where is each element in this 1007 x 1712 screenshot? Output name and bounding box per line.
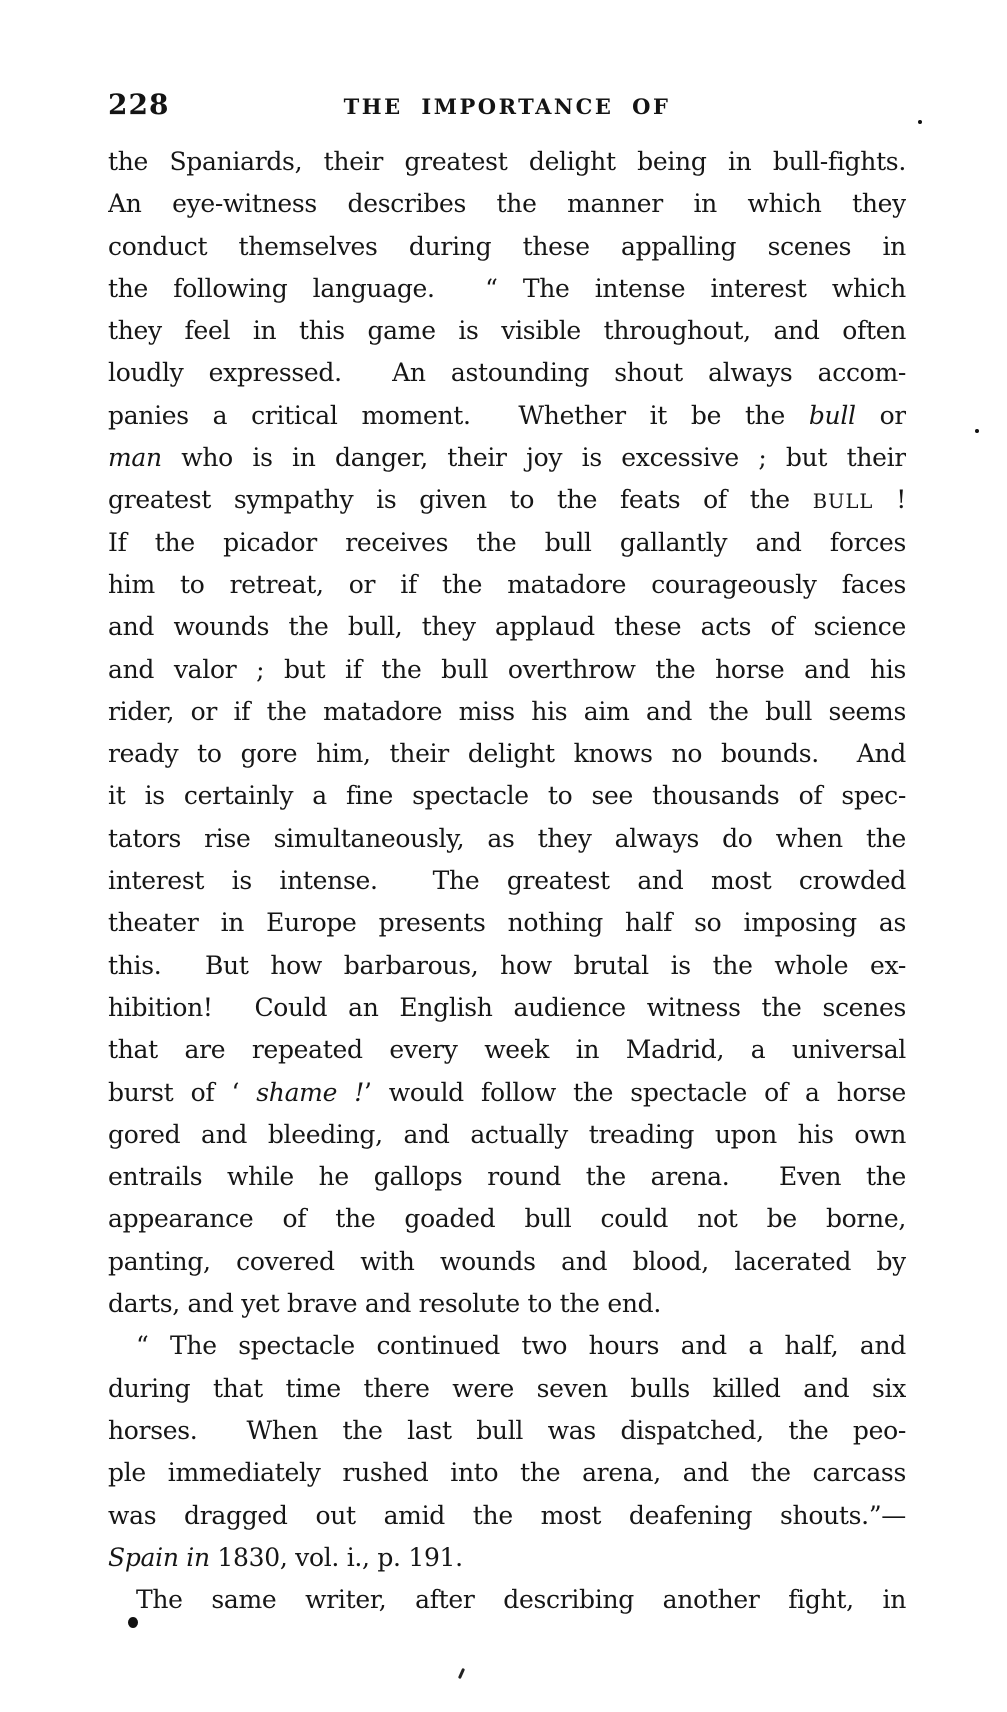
text-line [108,1579,906,1621]
text-line [108,860,906,902]
text-line [108,310,906,352]
text-line [108,1283,906,1325]
body-text-segment: this. But how barbarous, how brutal is the whole ex- [108,950,906,980]
body-text-segment: The same writer, after describing another fight, in [136,1585,906,1615]
ink-speck [128,1617,138,1628]
text-line [108,1029,906,1071]
body-text-segment: theater in Europe presents nothing half so imposing as [108,908,906,938]
page-number: 228 [108,88,170,121]
body-text-segment: ready to gore him, their delight knows no bounds. And [108,739,906,769]
italic-text: man [108,443,162,473]
text-line [108,1368,906,1410]
text-line [108,1325,906,1367]
body-text-segment: tators rise simultaneously, as they always do when the [108,823,906,853]
body-text-segment: hibition! Could an English audience witness the scenes [108,992,906,1022]
body-text-segment: interest is intense. The greatest and most crowded [108,866,906,896]
italic-text: Spain in [108,1542,210,1572]
ink-speck [918,120,922,124]
body-text-segment: the Spaniards, their greatest delight being in bull-fights. [108,147,906,176]
body-text-segment: that are repeated every week in Madrid, a universal [108,1035,906,1065]
text-line [108,1156,906,1198]
paragraph [108,141,906,1325]
body-text-segment: If the picador receives the bull gallantly and forces [108,527,906,557]
body-text-segment: conduct themselves during these appalling scenes in [108,231,906,261]
text-line [108,691,906,733]
body-text-segment: who is in danger, their joy is excessive ; but their [161,443,906,473]
text-line [108,775,906,817]
text-line [108,479,906,521]
text-line [108,902,906,944]
text-line [108,268,906,310]
text-line [108,183,906,225]
body-text-segment: appearance of the goaded bull could not be borne, [108,1204,906,1234]
ink-speck [975,429,979,433]
body-text-segment: panies a critical moment. Whether it be the [108,400,809,430]
page-body [108,141,906,1621]
smallcaps-text: BULL [812,490,874,514]
text-line [108,606,906,648]
body-text-segment: darts, and yet brave and resolute to the end. [108,1289,661,1319]
ink-tick-mark [458,1668,465,1679]
body-text-segment: and wounds the bull, they applaud these acts of science [108,612,906,642]
text-line [108,649,906,691]
text-line [108,1072,906,1114]
text-line [108,818,906,860]
body-text-segment: panting, covered with wounds and blood, lacerated by [108,1246,906,1276]
text-line [108,1452,906,1494]
body-text-segment: “ The spectacle continued two hours and a half, and [136,1331,906,1361]
text-line [108,522,906,564]
body-text-segment: An eye-witness describes the manner in which they [108,189,906,219]
running-title: THE IMPORTANCE OF [343,94,671,119]
body-text-segment: it is certainly a fine spectacle to see thousands of spec- [108,781,906,811]
body-text-segment: during that time there were seven bulls killed and six [108,1373,906,1403]
body-text-segment: ple immediately rushed into the arena, and the carcass [108,1458,906,1488]
text-line [108,1495,906,1537]
body-text-segment: they feel in this game is visible throughout, and often [108,316,906,346]
body-text-segment: 1830, vol. i., p. 191. [209,1542,463,1572]
paragraph [108,1579,906,1621]
body-text-segment: burst of ‘ [108,1077,257,1107]
body-text-segment: rider, or if the matadore miss his aim and the bull seems [108,696,906,726]
text-line [108,1241,906,1283]
text-line [108,437,906,479]
text-line [108,352,906,394]
text-line [108,733,906,775]
text-line [108,395,906,437]
text-line [108,987,906,1029]
body-text-segment: gored and bleeding, and actually treading upon his own [108,1119,906,1149]
body-text-segment: horses. When the last bull was dispatched, the peo- [108,1415,906,1445]
body-text-segment: and valor ; but if the bull overthrow the horse and his [108,654,906,684]
text-line [108,945,906,987]
text-line [108,1198,906,1240]
italic-text: shame ! [256,1077,364,1107]
text-line [108,226,906,268]
body-text-segment: or [855,400,906,430]
body-text-segment: loudly expressed. An astounding shout always accom- [108,358,906,388]
body-text-segment: greatest sympathy is given to the feats of the [108,485,813,515]
body-text-segment: was dragged out amid the most deafening shouts.”— [108,1500,906,1530]
text-line [108,1537,906,1579]
body-text-segment: the following language. “ The intense interest which [108,273,906,303]
italic-text: bull [808,400,856,430]
text-line [108,141,906,183]
text-line [108,1114,906,1156]
text-line [108,1410,906,1452]
body-text-segment: ’ would follow the spectacle of a horse [364,1077,906,1107]
body-text-segment: him to retreat, or if the matadore courageously faces [108,569,906,599]
body-text-segment: entrails while he gallops round the arena. Even the [108,1162,906,1192]
paragraph [108,1325,906,1579]
text-line [108,564,906,606]
body-text-segment: ! [873,485,906,515]
